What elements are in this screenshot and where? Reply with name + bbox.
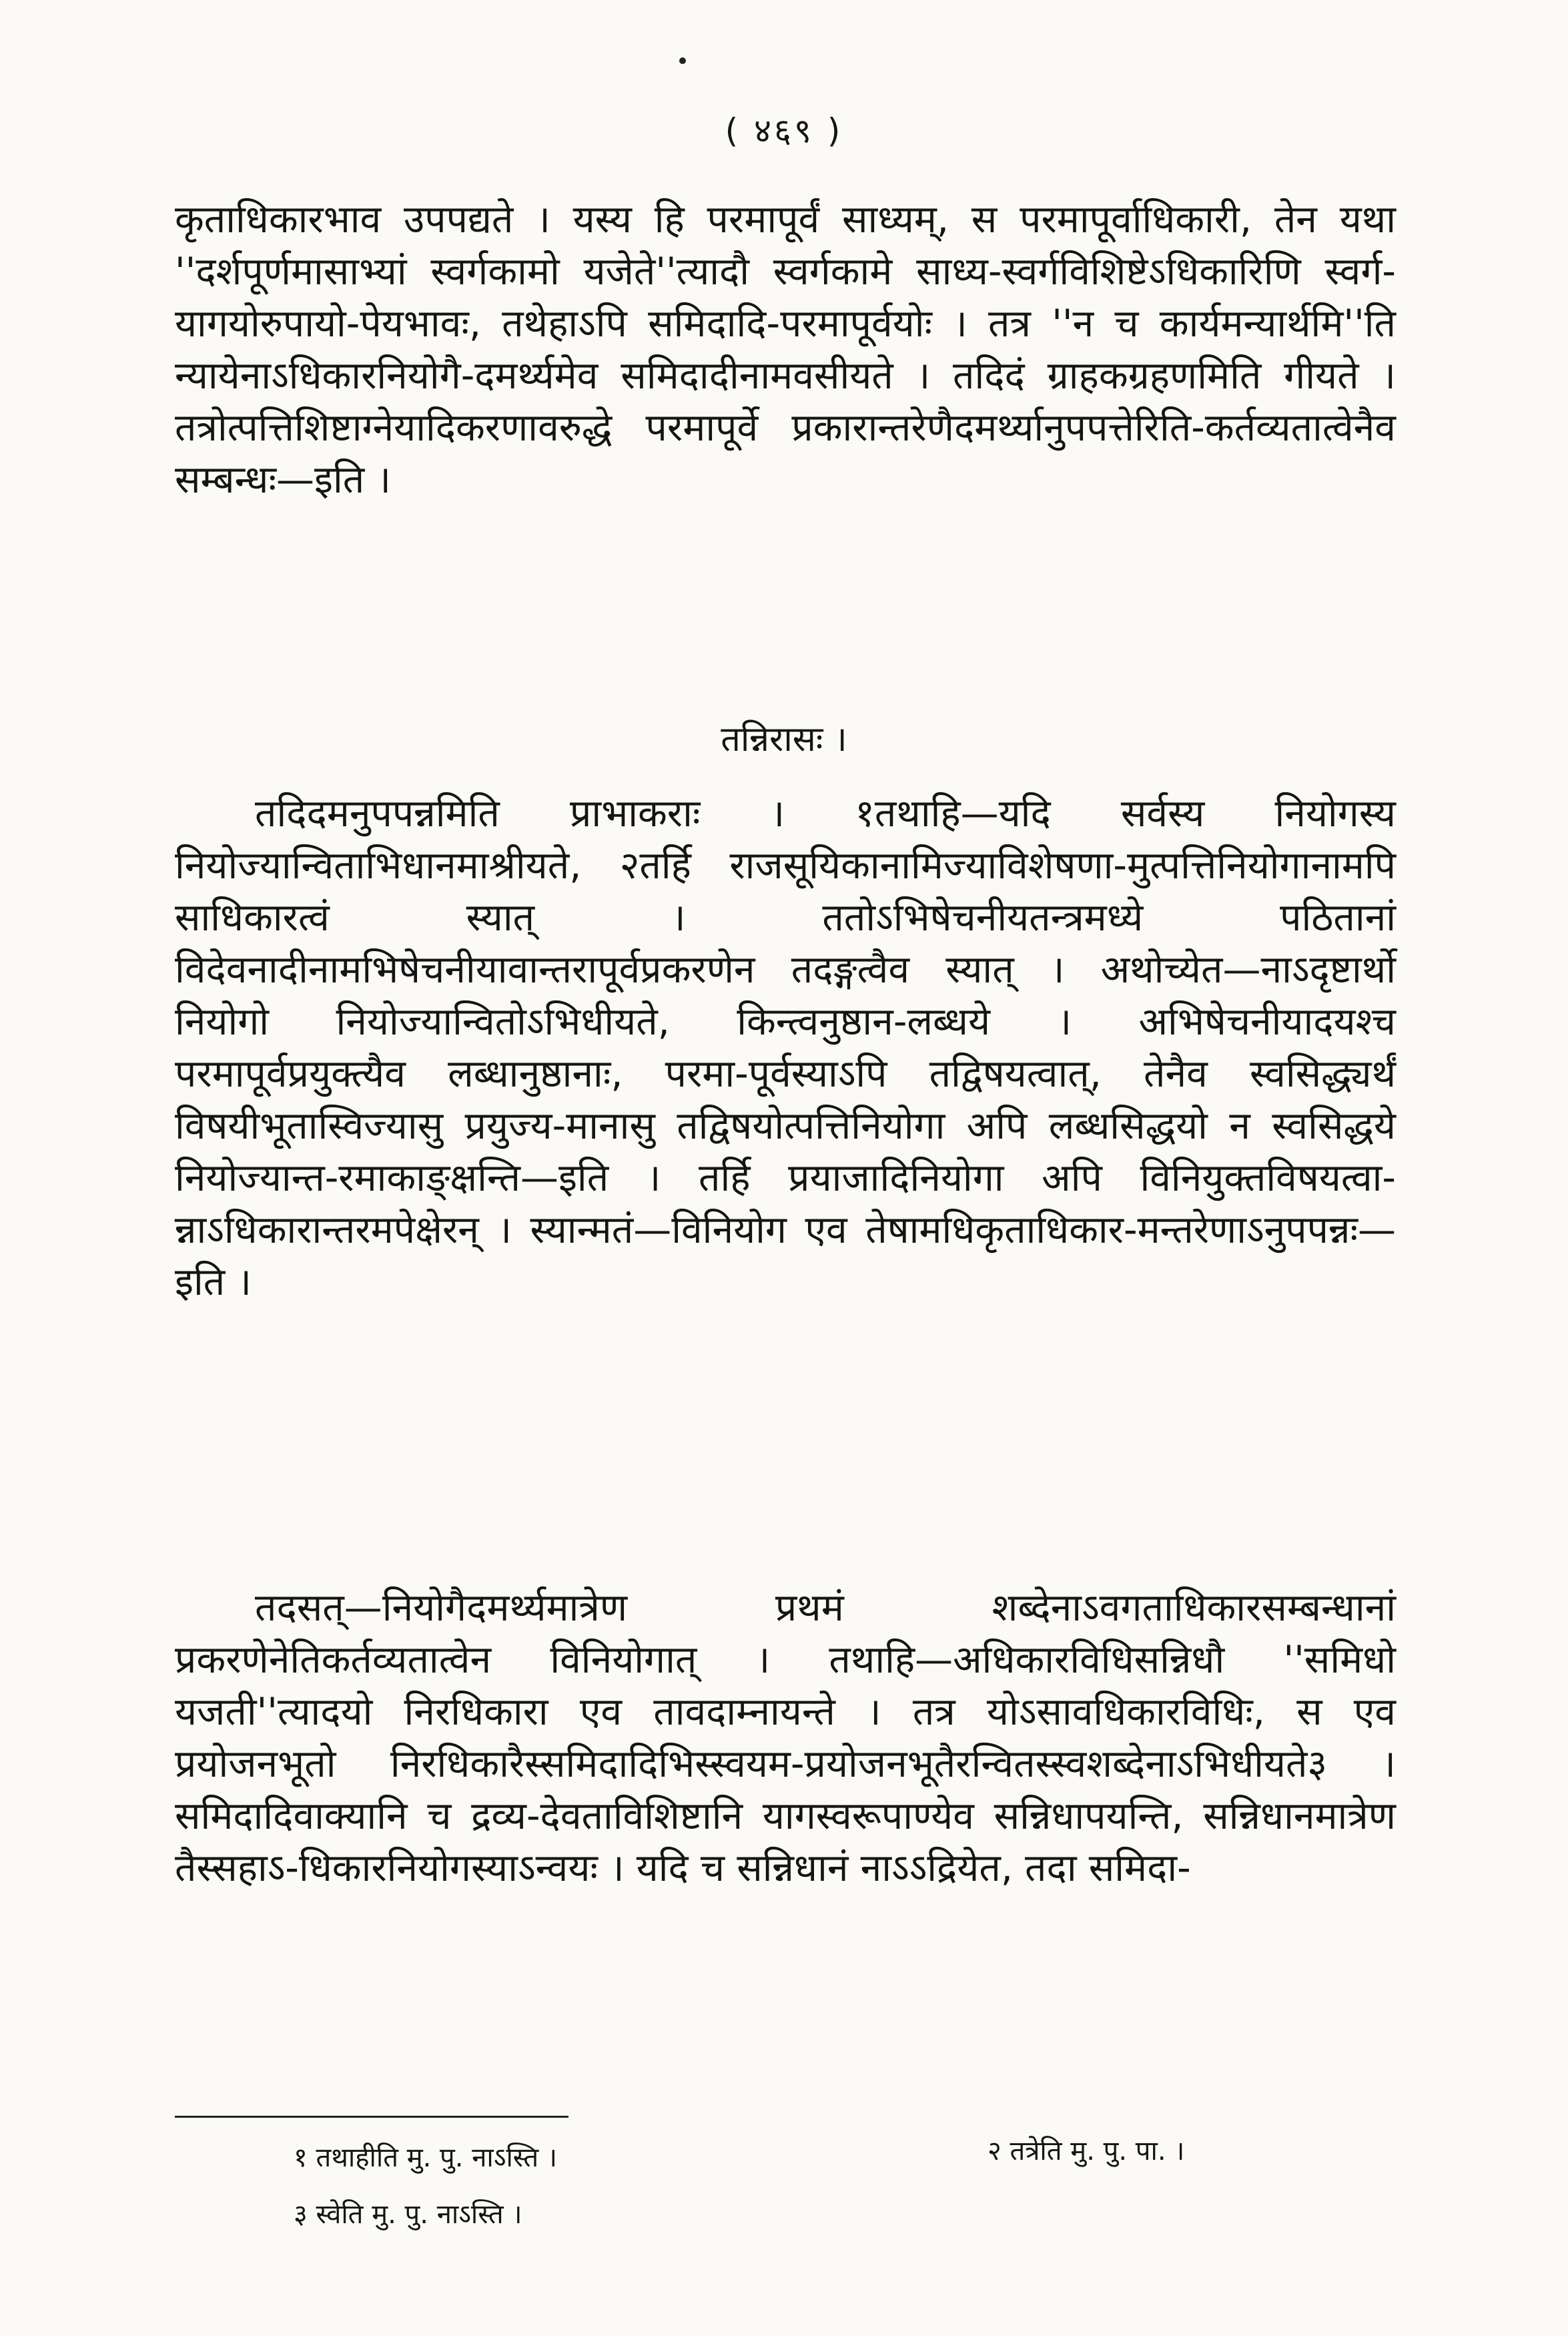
page-speck <box>679 57 686 64</box>
footnote-1: १ तथाहीति मु. पु. नाऽस्ति । <box>294 2142 558 2173</box>
footnote-2: २ तत्रेति मु. पु. पा. । <box>988 2136 1185 2166</box>
page-number: ( ४६९ ) <box>725 111 843 150</box>
footnote-divider <box>175 2116 568 2118</box>
footnote-3: ३ स्वेति मु. पु. नाऽस्ति । <box>294 2199 522 2230</box>
section-heading: तन्निरासः । <box>721 719 847 760</box>
paragraph-1: कृताधिकारभाव उपपद्यते । यस्य हि परमापूर्वं साध्यम्, स परमापूर्वाधिकारी, तेन यथा ''दर्शपूर्णमासाभ्यां स्वर्गकामो यजेते''त्यादौ स्वर्गकामे साध्य-स्वर्गविशिष्टेऽधिकारिणि स्वर्ग-यागयोरुपायो-पेयभावः, तथेहाऽपि समिदादि-परमापूर्वयोः । तत्र ''न च कार्यमन्यार्थमि''ति न्यायेनाऽधिकारनियोगै-दमर्थ्यमेव समिदादीनामवसीयते । तदिदं ग्राहकग्रहणमिति गीयते । तत्रोत्पत्तिशिष्टाग्नेयादिकरणावरुद्धे परमापूर्वे प्रकारान्तरेणैदमर्थ्यानुपपत्तेरिति-कर्तव्यतात्वेनैव सम्बन्धः—इति । <box>175 198 1396 502</box>
paragraph-2: तदिदमनुपपन्नमिति प्राभाकराः । १तथाहि—यदि सर्वस्य नियोगस्य नियोज्यान्विताभिधानमाश्रीयते, २तर्हि राजसूयिकानामिज्याविशेषणा-मुत्पत्तिनियोगानामपि साधिकारत्वं स्यात् । ततोऽभिषेचनीयतन्त्रमध्ये पठितानां विदेवनादीनामभिषेचनीयावान्तरापूर्वप्रकरणेन तदङ्गत्वैव स्यात् । अथोच्येत—नाऽदृष्टार्थो नियोगो नियोज्यान्वितोऽभिधीयते, किन्त्वनुष्ठान-लब्धये । अभिषेचनीयादयश्च परमापूर्वप्रयुक्त्यैव लब्धानुष्ठानाः, परमा-पूर्वस्याऽपि तद्विषयत्वात्, तेनैव स्वसिद्ध्यर्थं विषयीभूतास्विज्यासु प्रयुज्य-मानासु तद्विषयोत्पत्तिनियोगा अपि लब्धसिद्धयो न स्वसिद्धये नियोज्यान्त-रमाकाङ्क्षन्ति—इति । तर्हि प्रयाजादिनियोगा अपि विनियुक्तविषयत्वा-न्नाऽधिकारान्तरमपेक्षेरन् । स्यान्मतं—विनियोग एव तेषामधिकृताधिकार-मन्तरेणाऽनुपपन्नः—इति । <box>175 792 1396 1304</box>
paragraph-3: तदसत्—नियोगैदमर्थ्यमात्रेण प्रथमं शब्देनाऽवगताधिकारसम्बन्धानां प्रकरणेनेतिकर्तव्यतात्वेन विनियोगात् । तथाहि—अधिकारविधिसन्निधौ ''समिधो यजती''त्यादयो निरधिकारा एव तावदाम्नायन्ते । तत्र योऽसावधिकारविधिः, स एव प्रयोजनभूतो निरधिकारैस्समिदादिभिस्स्वयम-प्रयोजनभूतैरन्वितस्स्वशब्देनाऽभिधीयते३ । समिदादिवाक्यानि च द्रव्य-देवताविशिष्टानि यागस्वरूपाण्येव सन्निधापयन्ति, सन्निधानमात्रेण तैस्सहाऽ-धिकारनियोगस्याऽन्वयः । यदि च सन्निधानं नाऽऽद्रियेत, तदा समिदा- <box>175 1586 1396 1890</box>
